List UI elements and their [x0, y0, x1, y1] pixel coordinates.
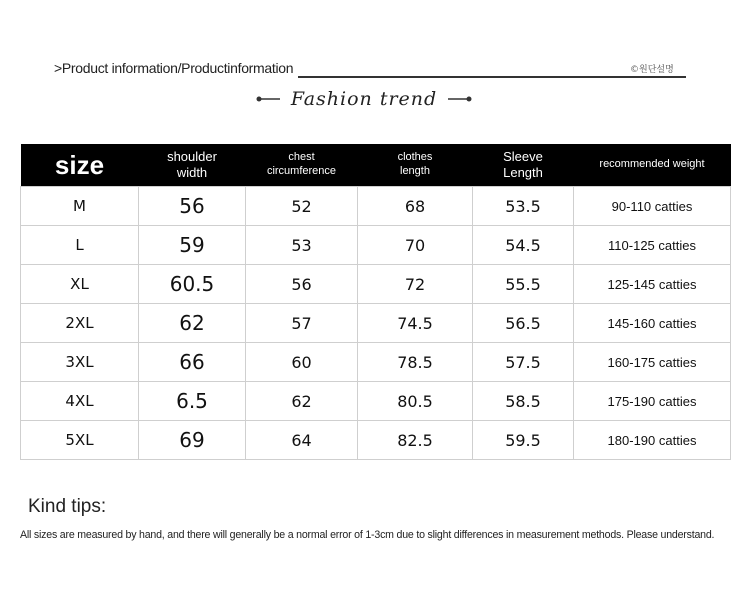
clothes-length-cell: 72 — [358, 265, 473, 304]
column-header-sleeve-length: Sleeve Length — [473, 144, 574, 187]
size-cell: 5XL — [21, 421, 139, 460]
weight-cell: 90-110 catties — [574, 187, 731, 226]
kind-tips-title: Kind tips: — [28, 496, 107, 517]
table-row — [21, 343, 731, 382]
sleeve-length-cell: 57.5 — [473, 343, 574, 382]
chest-cell: 52 — [246, 187, 358, 226]
left-ornament-icon — [256, 95, 280, 103]
kind-tips-text: All sizes are measured by hand, and there will generally be a normal error of 1-3cm due to slight differences in measurement methods. Please understand. — [20, 529, 715, 541]
right-ornament-icon — [448, 95, 472, 103]
fashion-trend-heading — [254, 88, 474, 116]
weight-cell: 125-145 catties — [574, 265, 731, 304]
table-row — [21, 187, 731, 226]
fashion-trend-text: Fashion trend — [290, 88, 438, 110]
clothes-length-cell: 68 — [358, 187, 473, 226]
shoulder-cell: 62 — [139, 304, 246, 343]
shoulder-cell: 56 — [139, 187, 246, 226]
clothes-length-cell: 70 — [358, 226, 473, 265]
table-row — [21, 304, 731, 343]
column-header-chest: chest circumference — [246, 144, 358, 187]
product-info-title: >Product information/Productinformation — [54, 60, 294, 76]
table-row — [21, 382, 731, 421]
clothes-length-cell: 74.5 — [358, 304, 473, 343]
column-header-clothes-length: clothes length — [358, 144, 473, 187]
weight-cell: 110-125 catties — [574, 226, 731, 265]
chest-cell: 60 — [246, 343, 358, 382]
product-info-header — [54, 58, 694, 80]
size-cell: XL — [21, 265, 139, 304]
clothes-length-cell: 80.5 — [358, 382, 473, 421]
column-header-shoulder-width: shoulder width — [139, 144, 246, 187]
size-cell: L — [21, 226, 139, 265]
shoulder-cell: 69 — [139, 421, 246, 460]
weight-cell: 180-190 catties — [574, 421, 731, 460]
clothes-length-cell: 78.5 — [358, 343, 473, 382]
chest-cell: 56 — [246, 265, 358, 304]
sleeve-length-cell: 54.5 — [473, 226, 574, 265]
shoulder-cell: 6.5 — [139, 382, 246, 421]
shoulder-cell: 59 — [139, 226, 246, 265]
sleeve-length-cell: 58.5 — [473, 382, 574, 421]
table-row — [21, 265, 731, 304]
size-cell: M — [21, 187, 139, 226]
weight-cell: 175-190 catties — [574, 382, 731, 421]
sleeve-length-cell: 56.5 — [473, 304, 574, 343]
chest-cell: 62 — [246, 382, 358, 421]
header-watermark: ©원단설명 — [630, 65, 674, 75]
sleeve-length-cell: 59.5 — [473, 421, 574, 460]
chest-cell: 64 — [246, 421, 358, 460]
clothes-length-cell: 82.5 — [358, 421, 473, 460]
header-divider — [298, 76, 686, 78]
shoulder-cell: 66 — [139, 343, 246, 382]
column-header-size: size — [21, 144, 139, 187]
chest-cell: 53 — [246, 226, 358, 265]
weight-cell: 145-160 catties — [574, 304, 731, 343]
table-header-row — [21, 144, 731, 187]
size-cell: 4XL — [21, 382, 139, 421]
table-row — [21, 226, 731, 265]
size-chart-table — [20, 144, 731, 460]
weight-cell: 160-175 catties — [574, 343, 731, 382]
chest-cell: 57 — [246, 304, 358, 343]
table-row — [21, 421, 731, 460]
sleeve-length-cell: 53.5 — [473, 187, 574, 226]
shoulder-cell: 60.5 — [139, 265, 246, 304]
size-cell: 2XL — [21, 304, 139, 343]
column-header-weight: recommended weight — [574, 144, 731, 187]
size-cell: 3XL — [21, 343, 139, 382]
sleeve-length-cell: 55.5 — [473, 265, 574, 304]
